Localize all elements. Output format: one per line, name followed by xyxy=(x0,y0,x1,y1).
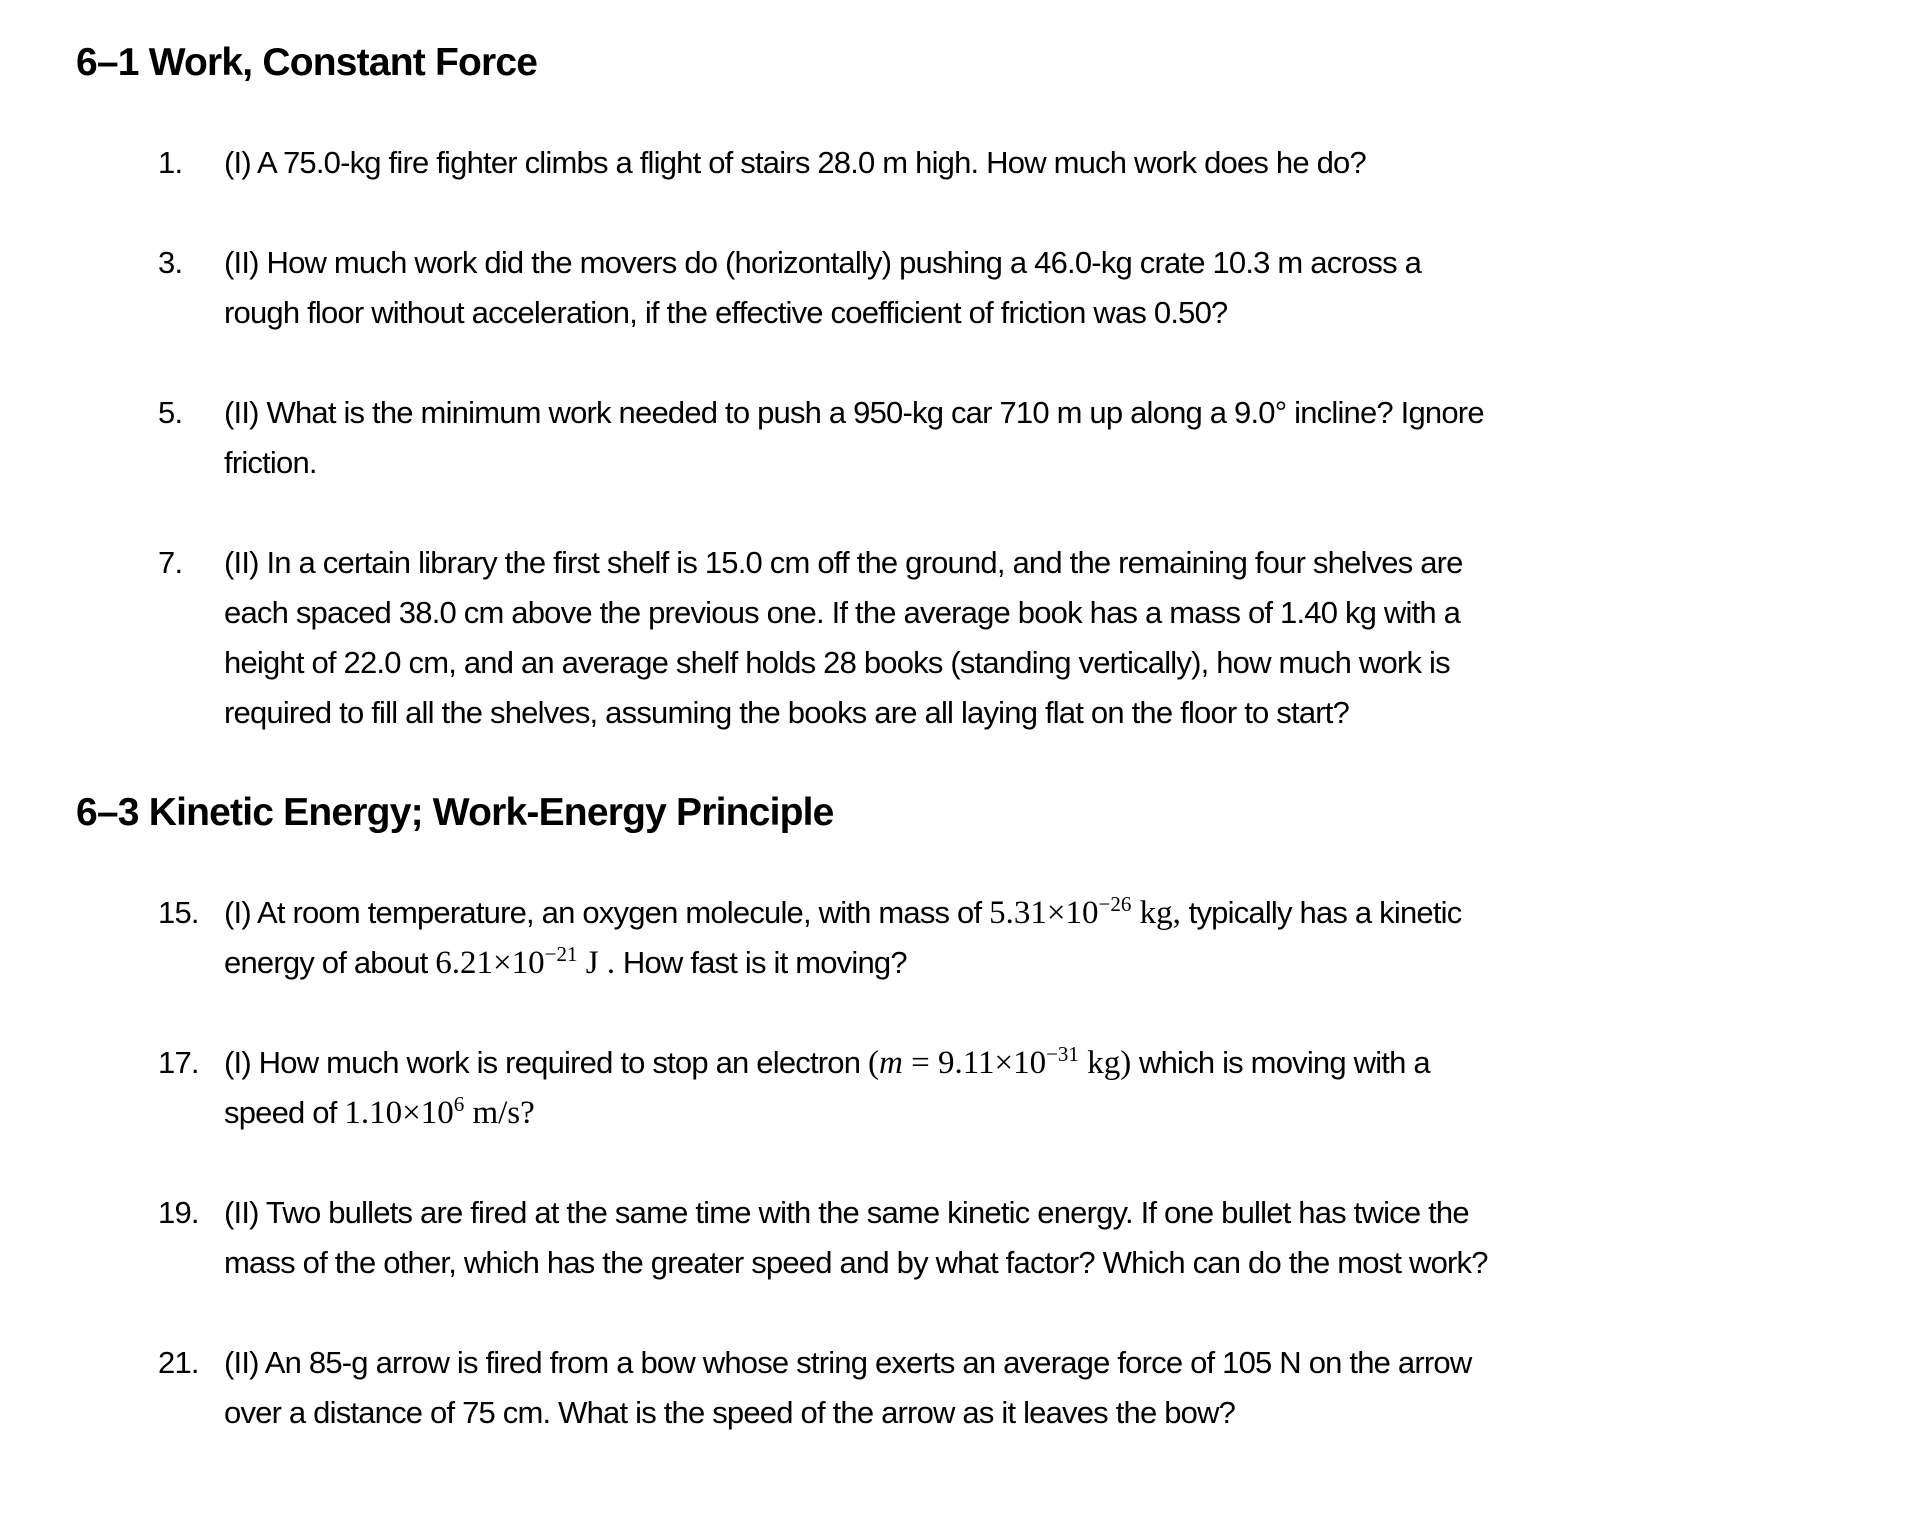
problem-text xyxy=(224,138,1496,188)
problem-number: 3. xyxy=(158,245,183,280)
math-expression: ($m = 9.11\times 10^{-31}$ kg) xyxy=(868,1042,1132,1081)
math-superscript: 6 xyxy=(453,1092,465,1116)
text-run: (II) In a certain library the first shelf is 15.0 cm off the ground, and the remaining four shelves are each spaced 38.0 cm above the previous one. If the average book has a mass of 1.40 kg with a height of 22.0 cm, and an average shelf holds 28 books (standing vertically), how much work is required to fill all the shelves, assuming the books are all laying flat on the floor to start? xyxy=(224,545,1463,730)
math-expression: $5.31\times 10^{-26}$ kg, xyxy=(989,892,1181,931)
problem-text xyxy=(224,888,1496,988)
problem-list xyxy=(0,888,1916,1438)
text-run: (I) A 75.0-kg fire fighter climbs a flight of stairs 28.0 m high. How much work does he do? xyxy=(224,145,1366,180)
problem-item xyxy=(158,1188,1916,1288)
text-run: (II) An 85-g arrow is fired from a bow whose string exerts an average force of 105 N on the arrow over a distance of 75 cm. What is the speed of the arrow as it leaves the bow? xyxy=(224,1345,1472,1430)
problem-item xyxy=(158,1338,1916,1438)
text-run: (II) Two bullets are fired at the same time with the same kinetic energy. If one bullet has twice the mass of the other, which has the greater speed and by what factor? Which can do the most work? xyxy=(224,1195,1488,1280)
text-run: How fast is it moving? xyxy=(615,945,907,980)
math-expression: $6.21\times 10^{-21}$ J . xyxy=(435,942,616,981)
section-work-constant-force xyxy=(0,38,1916,738)
text-run: typically has a kinetic energy of about xyxy=(224,895,1462,980)
math-superscript: −31 xyxy=(1046,1042,1079,1066)
text-run: (II) How much work did the movers do (horizontally) pushing a 46.0-kg crate 10.3 m across a rough floor without acceleration, if the effective coefficient of friction was 0.50? xyxy=(224,245,1422,330)
text-run: (I) How much work is required to stop an electron xyxy=(224,1045,868,1080)
problem-item xyxy=(158,388,1916,488)
section-kinetic-energy xyxy=(0,788,1916,1438)
problem-number: 17. xyxy=(158,1045,199,1080)
problem-number: 21. xyxy=(158,1345,199,1380)
problem-list xyxy=(0,138,1916,738)
problem-number: 1. xyxy=(158,145,183,180)
text-run: (I) At room temperature, an oxygen molecule, with mass of xyxy=(224,895,990,930)
problem-item xyxy=(158,1038,1916,1138)
section-title: 6–3 Kinetic Energy; Work-Energy Principle xyxy=(76,791,834,834)
text-run: which is moving with a speed of xyxy=(224,1045,1430,1130)
problem-text xyxy=(224,538,1496,738)
problem-item xyxy=(158,138,1916,188)
math-variable: m xyxy=(879,1045,903,1081)
problem-text xyxy=(224,238,1496,338)
problem-text xyxy=(224,1188,1496,1288)
text-run: (II) What is the minimum work needed to push a 950-kg car 710 m up along a 9.0° incline? Ignore friction. xyxy=(224,395,1484,480)
problem-text xyxy=(224,1338,1496,1438)
problem-number: 5. xyxy=(158,395,183,430)
problem-number: 7. xyxy=(158,545,183,580)
problem-text xyxy=(224,388,1496,488)
section-title: 6–1 Work, Constant Force xyxy=(76,41,538,84)
problem-item xyxy=(158,238,1916,338)
math-superscript: −21 xyxy=(544,942,578,966)
problem-number: 19. xyxy=(158,1195,199,1230)
math-expression: $1.10\times 10^6$ m/s? xyxy=(344,1092,535,1131)
problem-item xyxy=(158,888,1916,988)
problem-number: 15. xyxy=(158,895,199,930)
math-superscript: −26 xyxy=(1098,892,1132,916)
problem-text xyxy=(224,1038,1496,1138)
problem-item xyxy=(158,538,1916,738)
